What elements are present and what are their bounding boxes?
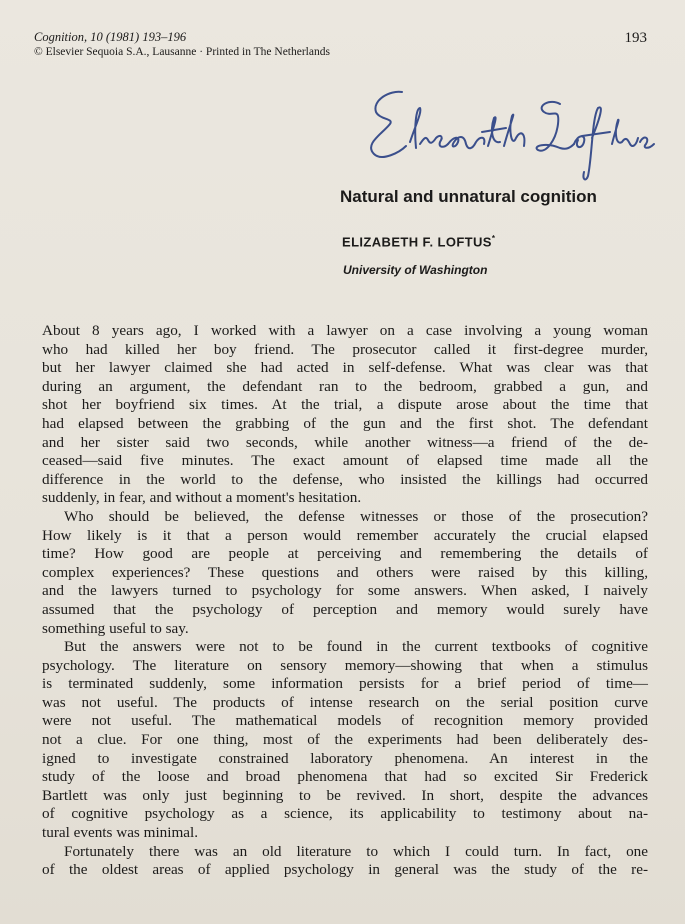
body-line: suddenly, in fear, and without a moment's hesitation. <box>42 489 362 507</box>
body-line: psychology. The literature on sensory memory—showing that when a stimulus <box>42 656 648 674</box>
body-line: Who should be believed, the defense witnesses or those of the prosecution? <box>64 507 648 525</box>
body-line: About 8 years ago, I worked with a lawyer on a case involving a young woman <box>42 322 648 339</box>
body-line: something useful to say. <box>42 619 189 637</box>
body-line: had elapsed between the grabbing of the gun and the first shot. The defendant <box>42 414 648 432</box>
body-line: assumed that the psychology of perception and memory would surely have <box>42 600 648 618</box>
body-line: were not useful. The mathematical models of recognition memory provided <box>42 712 648 730</box>
body-line: Fortunately there was an old literature to which I could turn. In fact, one <box>64 842 648 860</box>
body-line: shot her boyfriend six times. At the trial, a dispute arose about the time that <box>42 396 648 414</box>
body-line: not a clue. For one thing, most of the experiments had been deliberately des- <box>42 731 648 749</box>
body-line: study of the loose and broad phenomena that had so excited Sir Frederick <box>42 768 648 786</box>
body-line: tural events was minimal. <box>42 824 199 842</box>
handwritten-signature <box>360 78 660 188</box>
article-title: Natural and unnatural cognition <box>340 187 597 206</box>
body-line: ceased—said five minutes. The exact amount of elapsed time made all the <box>42 452 648 470</box>
body-line: who had killed her boy friend. The prosecutor called it first-degree murder, <box>42 340 648 358</box>
journal-citation: Cognition, 10 (1981) 193–196 <box>34 30 187 44</box>
journal-header <box>34 30 330 60</box>
body-line: is terminated suddenly, some information persists for a brief period of time— <box>42 675 648 693</box>
body-line: and the lawyers turned to psychology for some answers. When asked, I naively <box>42 582 648 600</box>
body-line: Bartlett was only just beginning to be revived. In short, despite the advances <box>42 786 648 804</box>
body-line: time? How good are people at perceiving and remembering the details of <box>42 545 648 563</box>
page-number: 193 <box>624 30 647 46</box>
author-name: ELIZABETH F. LOFTUS <box>342 234 492 250</box>
body-line: but her lawyer claimed she had acted in self-defense. What was clear was that <box>42 359 648 377</box>
author-footnote-mark: * <box>491 234 496 243</box>
body-line: difference in the world to the defense, who insisted the killings had occurred <box>42 470 648 488</box>
author-line <box>342 234 495 249</box>
body-line: But the answers were not to be found in the current textbooks of cognitive <box>64 638 648 656</box>
article-body <box>42 322 648 880</box>
body-line: of the oldest areas of applied psychology in general was the study of the re- <box>42 861 648 879</box>
body-line: and her sister said two seconds, while another witness—a friend of the de- <box>42 433 648 451</box>
body-line: was not useful. The products of intense research on the serial position curve <box>42 693 648 711</box>
author-affiliation: University of Washington <box>343 263 488 277</box>
body-line: of cognitive psychology as a science, its applicability to testimony about na- <box>42 805 648 823</box>
body-line: during an argument, the defendant ran to the bedroom, grabbed a gun, and <box>42 377 648 395</box>
body-line: complex experiences? These questions and others were raised by this killing, <box>42 563 648 581</box>
body-line: How likely is it that a person would remember accurately the crucial elapsed <box>42 526 648 544</box>
body-line: igned to investigate constrained laboratory phenomena. An interest in the <box>42 749 648 767</box>
publisher-line: © Elsevier Sequoia S.A., Lausanne · Printed in The Netherlands <box>34 46 330 58</box>
